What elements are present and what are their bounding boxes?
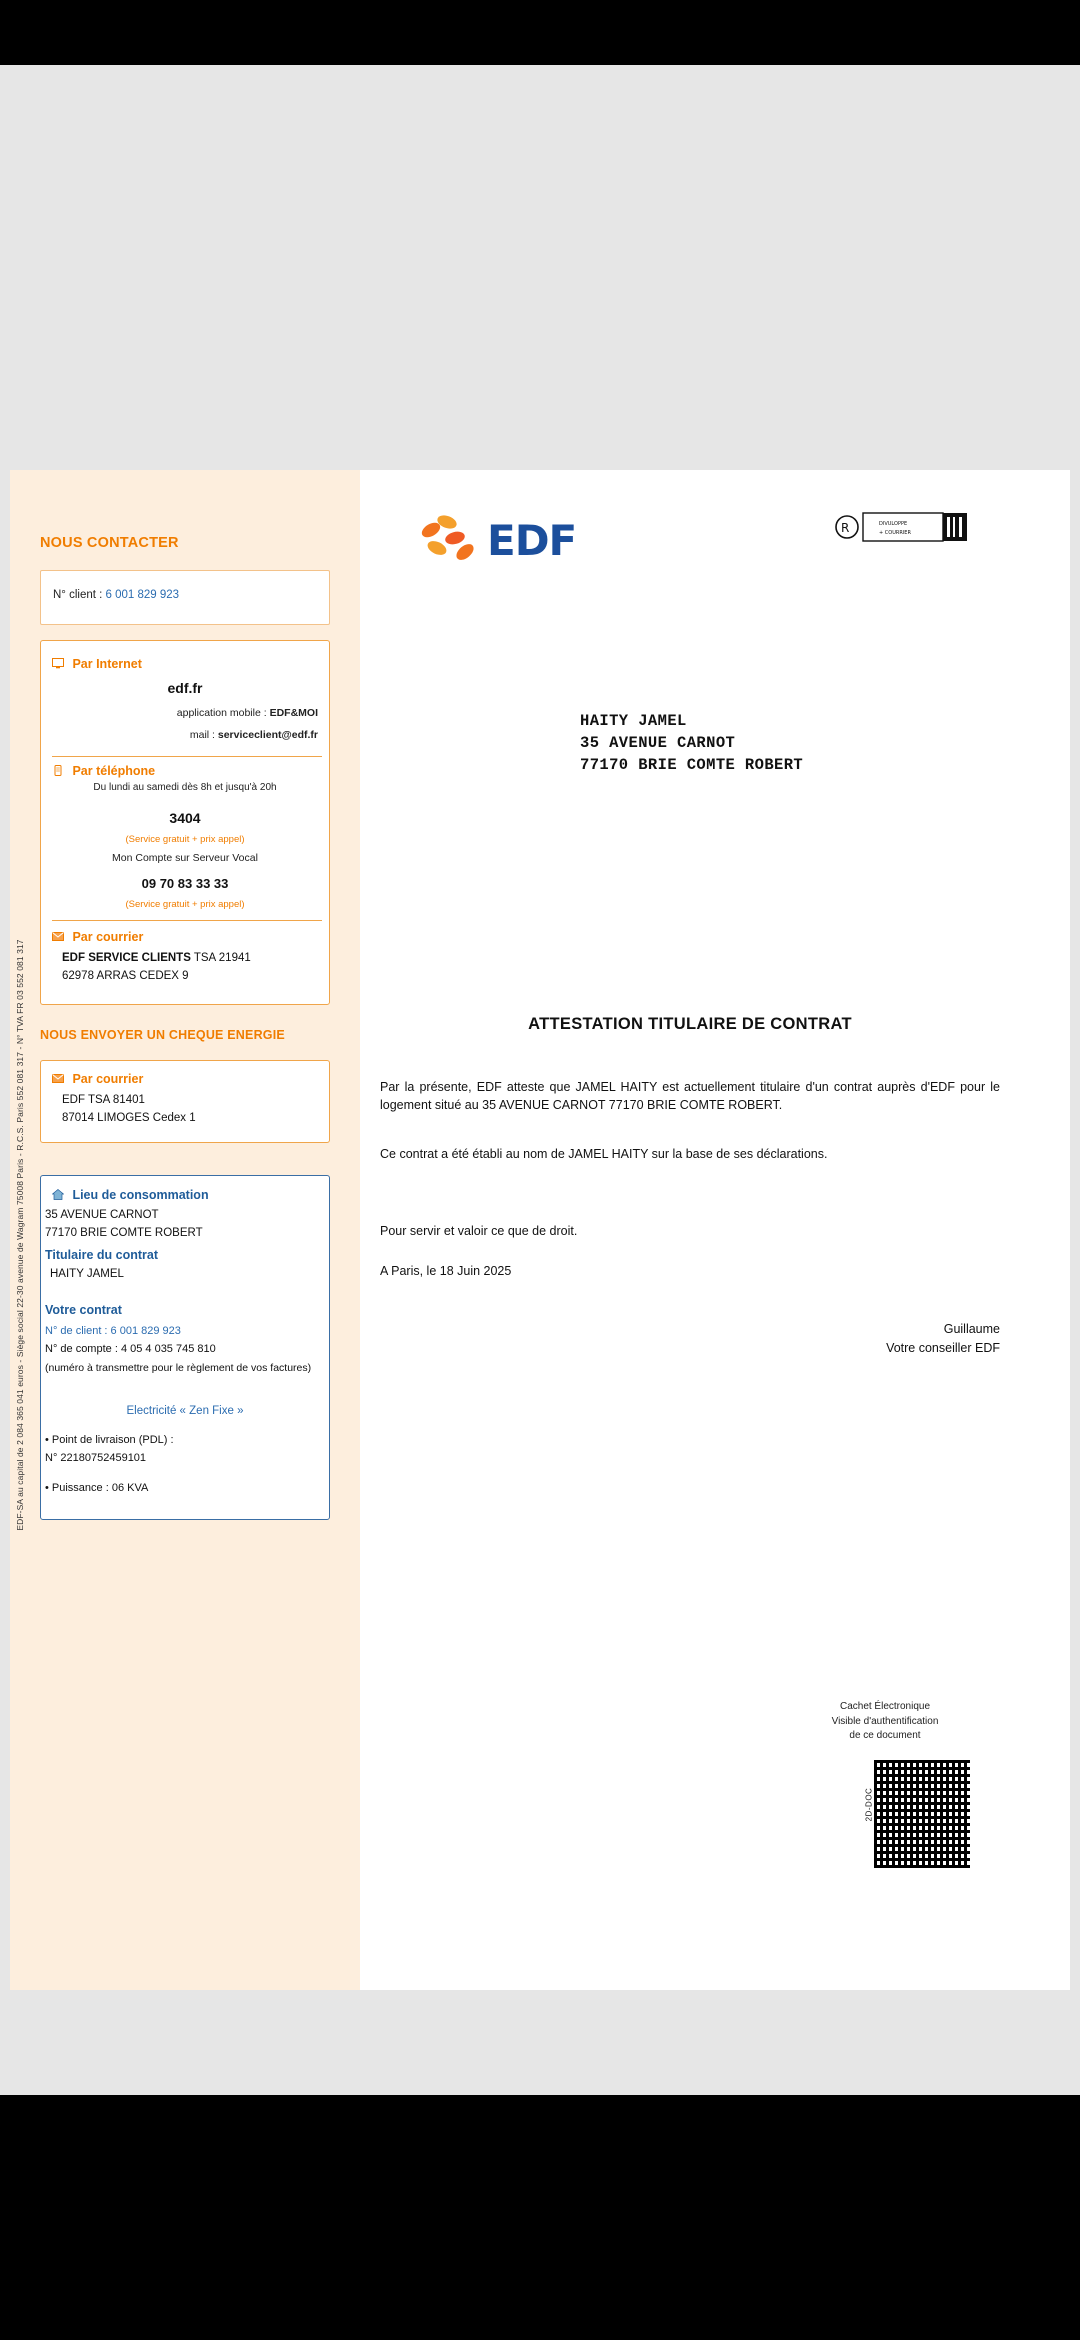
edf-logo-text: EDF — [487, 516, 577, 565]
recipient-address — [580, 710, 803, 776]
contract-account-value: 4 05 4 035 745 810 — [120, 1343, 216, 1355]
cheque-address-line1: EDF TSA 81401 — [62, 1094, 145, 1106]
body-paragraph-4: A Paris, le 18 Juin 2025 — [380, 1264, 512, 1278]
mail-value[interactable]: serviceclient@edf.fr — [217, 729, 318, 741]
courrier-address-line2: 62978 ARRAS CEDEX 9 — [62, 970, 189, 982]
contract-offer: Electricité « Zen Fixe » — [126, 1405, 244, 1417]
phone-title: Par téléphone — [72, 764, 156, 778]
courrier-service-name: EDF SERVICE CLIENTS — [62, 952, 191, 964]
client-number-box — [40, 570, 330, 625]
mobile-app-value: EDF&MOI — [269, 707, 318, 719]
phone-note-secondary: (Service gratuit + prix appel) — [125, 899, 245, 910]
phone-number-primary: 3404 — [169, 810, 201, 826]
svg-text:R: R — [841, 521, 850, 535]
envelope-icon — [52, 929, 64, 940]
mobile-app-label: application mobile : — [176, 707, 270, 719]
phone-hours: Du lundi au samedi dès 8h et jusqu'à 20h — [93, 782, 277, 793]
internet-row — [52, 655, 142, 673]
courrier-row — [52, 928, 143, 946]
consumption-title: Lieu de consommation — [72, 1188, 209, 1202]
holder-name: HAITY JAMEL — [50, 1268, 124, 1280]
recipient-city: 77170 BRIE COMTE ROBERT — [580, 756, 804, 774]
cheque-address-line2: 87014 LIMOGES Cedex 1 — [62, 1112, 196, 1124]
consumption-line1: 35 AVENUE CARNOT — [45, 1209, 159, 1221]
edf-logo — [415, 510, 595, 570]
legal-vertical-text: EDF-SA au capital de 2 084 365 041 euros - Siège social 22-30 avenue de Wagram 75008 Paris - R.C.S. Paris 552 081 317 - N° TVA FR 03 552 081 317 — [15, 939, 25, 1531]
signature-block — [700, 1320, 1000, 1358]
divider-2 — [52, 920, 322, 921]
datamatrix-label: 2D-DOC — [864, 1787, 874, 1822]
seal-caption-line2: Visible d'authentification — [831, 1715, 939, 1727]
body-paragraph-1: Par la présente, EDF atteste que JAMEL HAITY est actuellement titulaire d'un contrat auprès d'EDF pour le logement situé au 35 AVENUE CARNOT 77170 BRIE COMTE ROBERT. — [380, 1080, 1000, 1113]
recipient-name: HAITY JAMEL — [580, 712, 687, 730]
svg-text:+ COURRIER: + COURRIER — [879, 530, 911, 536]
voice-server-label: Mon Compte sur Serveur Vocal — [112, 852, 258, 864]
mobile-app-row — [40, 707, 318, 719]
phone-note-primary: (Service gratuit + prix appel) — [125, 834, 245, 845]
house-icon — [52, 1187, 64, 1198]
postal-mark — [835, 505, 970, 550]
power-value: • Puissance : 06 KVA — [45, 1482, 149, 1494]
phone-row — [52, 762, 155, 780]
signature-name: Guillaume — [943, 1322, 1000, 1336]
courrier-address-line1 — [62, 952, 251, 964]
datamatrix-code — [874, 1760, 970, 1868]
mail-label: mail : — [189, 729, 218, 741]
courrier-tsa: TSA 21941 — [190, 952, 251, 964]
contract-client-row — [45, 1325, 181, 1337]
mail-row — [40, 729, 318, 741]
contract-account-label: N° de compte : — [45, 1343, 121, 1355]
internet-site[interactable]: edf.fr — [167, 680, 203, 696]
contact-section-title: NOUS CONTACTER — [40, 535, 179, 551]
pdl-label: • Point de livraison (PDL) : — [45, 1434, 174, 1446]
pdl-value: N° 22180752459101 — [45, 1452, 147, 1464]
courrier-title: Par courrier — [72, 930, 144, 944]
document-title: ATTESTATION TITULAIRE DE CONTRAT — [528, 1015, 852, 1033]
divider-1 — [52, 756, 322, 757]
seal-caption-line3: de ce document — [849, 1730, 921, 1741]
seal-caption-line1: Cachet Électronique — [839, 1701, 931, 1712]
svg-text:DIVULOPPE: DIVULOPPE — [879, 521, 908, 527]
client-number-label: N° client : — [53, 589, 106, 601]
contract-title: Votre contrat — [45, 1303, 122, 1317]
cheque-section-title: NOUS ENVOYER UN CHEQUE ENERGIE — [40, 1028, 285, 1042]
body-paragraph-2: Ce contrat a été établi au nom de JAMEL HAITY sur la base de ses déclarations. — [380, 1147, 828, 1161]
client-number-value: 6 001 829 923 — [105, 589, 180, 601]
phone-number-secondary: 09 70 83 33 33 — [141, 876, 229, 891]
internet-title: Par Internet — [72, 657, 142, 671]
signature-role: Votre conseiller EDF — [886, 1340, 1000, 1355]
contract-client-value: 6 001 829 923 — [110, 1325, 181, 1337]
consumption-row — [52, 1186, 209, 1204]
phone-icon — [52, 763, 64, 774]
contract-client-label: N° de client : — [45, 1325, 111, 1337]
envelope-icon — [52, 1071, 64, 1082]
body-paragraph-3: Pour servir et valoir ce que de droit. — [380, 1224, 578, 1238]
seal-caption — [760, 1700, 1010, 1744]
monitor-icon — [52, 656, 64, 667]
contract-account-note: (numéro à transmettre pour le règlement de vos factures) — [45, 1362, 312, 1374]
holder-title: Titulaire du contrat — [45, 1248, 158, 1262]
datamatrix-code-wrap — [860, 1760, 970, 1870]
recipient-street: 35 AVENUE CARNOT — [580, 734, 736, 752]
contract-account-row — [45, 1343, 216, 1355]
cheque-courrier-title: Par courrier — [72, 1072, 144, 1086]
consumption-line2: 77170 BRIE COMTE ROBERT — [45, 1227, 203, 1239]
cheque-courrier-row — [52, 1070, 143, 1088]
